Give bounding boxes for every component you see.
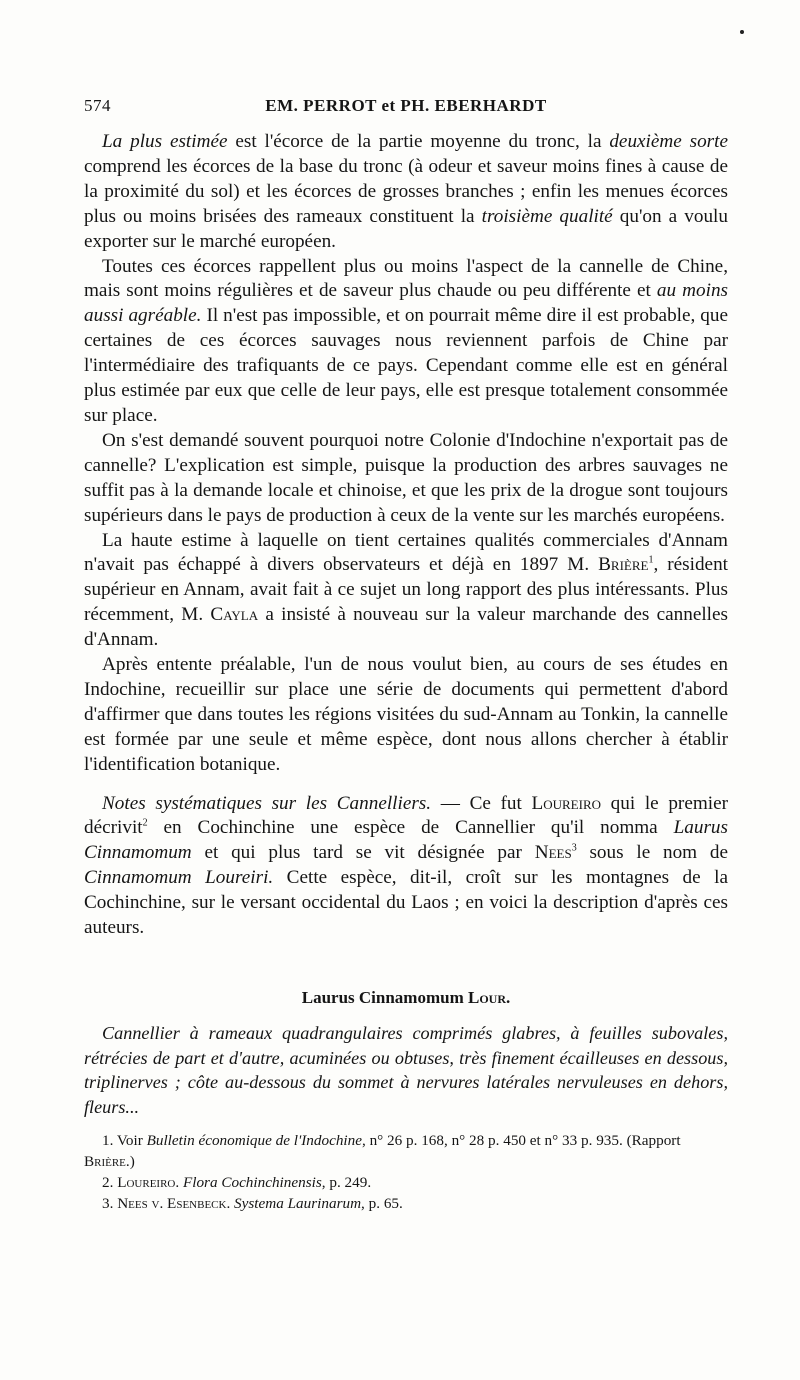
paragraph-4 xyxy=(84,529,728,654)
footnote-2 xyxy=(84,1172,728,1193)
paragraph-3: On s'est demandé souvent pourquoi notre Colonie d'Indochine n'exportait pas de cannelle? L'explication est simple, puisque la production des arbres sauvages ne suffit pas à la demande locale et chinoise, et que les prix de la drogue sont toujours supérieurs dans le pays de production à ceux de la vente sur les marchés européens. xyxy=(84,429,728,526)
fn1-text-1: 1. Voir xyxy=(102,1132,147,1149)
p1-emph-2: deuxième sorte xyxy=(609,131,728,152)
species-heading-name: Laurus Cinnamomum xyxy=(301,988,468,1007)
p6-text-4: et qui plus tard se vit désignée par xyxy=(191,842,535,864)
p2-emph-1: au moins aussi agréable. xyxy=(84,280,728,327)
fn2-sep: . xyxy=(175,1174,183,1191)
author-name-nees: Nees xyxy=(534,842,572,864)
paragraph-1 xyxy=(84,130,728,255)
footnote-3 xyxy=(84,1193,728,1214)
fn1-title: Bulletin économique de l'Indochine xyxy=(146,1132,362,1149)
running-header xyxy=(84,96,728,120)
p4-text-1: La haute estime à laquelle on tient certaines qualités commerciales d'Annam n'avait pas échappé à divers observateurs et déjà en 1897 M. xyxy=(84,529,728,576)
fn3-sep: . xyxy=(226,1195,235,1212)
footnotes xyxy=(84,1130,728,1214)
fn1-text-2: , n° 26 p. 168, n° 28 p. 450 et n° 33 p. 935. (Rapport xyxy=(361,1132,681,1149)
species-description xyxy=(84,1021,728,1119)
footnote-ref-1[interactable]: 1 xyxy=(648,555,654,567)
p1-emph-3: troisième qualité xyxy=(481,205,613,227)
p2-text-1: Toutes ces écorces rappellent plus ou moins l'aspect de la cannelle de Chine, mais sont moins régulières et de saveur plus chaude ou peu différente et xyxy=(84,255,728,302)
running-head-authors: EM. PERROT et PH. EBERHARDT xyxy=(265,96,547,115)
description-text: Cannellier à rameaux quadrangulaires comprimés glabres, à feuilles subovales, rétrécies de part et d'autre, acuminées ou obtuses, très finement écailleuses en dessous, triplinerves ; côte au-dessous du sommet à nervures latérales nervuleuses en dehors, fleurs... xyxy=(84,1023,728,1117)
p4-text-2: , résident supérieur en Annam, avait fait à ce sujet un long rapport des plus intéressants. Plus récemment, M. xyxy=(84,554,728,626)
p1-text-1: est l'écorce de la partie moyenne du tronc, la xyxy=(227,131,610,152)
footnote-1 xyxy=(84,1130,728,1172)
article-body xyxy=(84,130,728,941)
fn2-title: Flora Cochinchinensis xyxy=(182,1174,322,1191)
fn3-page: , p. 65. xyxy=(361,1195,403,1212)
paragraph-2 xyxy=(84,255,728,429)
page-number: 574 xyxy=(84,96,111,115)
species-heading-author: Lour. xyxy=(468,988,511,1007)
fn3-title: Systema Laurinarum xyxy=(234,1195,362,1212)
fn2-author: Loureiro xyxy=(117,1174,176,1191)
fn1-author: Brière xyxy=(84,1153,126,1170)
section-title-notes: Notes systématiques sur les Cannelliers. xyxy=(102,792,432,814)
p1-text-2: comprend les écorces de la base du tronc (à odeur et saveur moins fines à cause de la proximité du sol) et les écorces de grosses branches ; enfin les menues écorces plus ou moins brisées des rameaux constituent la xyxy=(84,155,728,227)
p1-text-3: qu'on a voulu exporter sur le marché européen. xyxy=(84,205,728,252)
species-laurus: Laurus Cinnamomum xyxy=(84,817,728,864)
p6-text-6: Cette espèce, dit-il, croît sur les montagnes de la Cochinchine, sur le versant occidental du Laos ; en voici la description d'après ces auteurs. xyxy=(84,867,728,939)
p1-emph-1: La plus estimée xyxy=(102,131,228,152)
p6-text-3: en Cochinchine une espèce de Cannellier qu'il nomma xyxy=(147,817,674,839)
p6-text-5: sous le nom de xyxy=(576,842,728,864)
author-name-loureiro: Loureiro xyxy=(531,792,602,814)
footnote-ref-2[interactable]: 2 xyxy=(142,818,148,830)
species-cinnamomum-loureiri: Cinnamomum Loureiri. xyxy=(84,867,274,889)
fn2-page: , p. 249. xyxy=(321,1174,372,1191)
fn3-author: Nees v. Esenbeck xyxy=(117,1195,227,1212)
paragraph-6 xyxy=(84,792,728,941)
page-speck xyxy=(740,30,744,34)
p6-text-1: — Ce fut xyxy=(431,792,532,814)
footnote-ref-3[interactable]: 3 xyxy=(571,842,577,854)
author-name-cayla: Cayla xyxy=(210,604,259,626)
fn2-num: 2. xyxy=(102,1174,118,1191)
fn1-text-3: .) xyxy=(125,1153,135,1170)
fn3-num: 3. xyxy=(102,1195,118,1212)
p2-text-2: Il n'est pas impossible, et on pourrait même dire il est probable, que certaines de ces écorces sauvages nous reviennent parfois de Chine par l'intermédiaire des trafiquants de ce pays. Cependant comme elle est en général plus estimée par eux que celle de leur pays, elle est presque totalement consommée sur place. xyxy=(84,305,728,426)
paragraph-5: Après entente préalable, l'un de nous voulut bien, au cours de ses études en Indochine, recueillir sur place une série de documents qui permettent d'abord d'affirmer que dans toutes les régions visitées du sud-Annam au Tonkin, la cannelle est formée par une seule et même espèce, dont nous allons chercher à établir l'identification botanique. xyxy=(84,654,728,775)
author-name-briere: Brière xyxy=(598,554,649,576)
p6-text-2: qui le premier décrivit xyxy=(84,792,728,839)
p4-text-3: a insisté à nouveau sur la valeur marchande des cannelles d'Annam. xyxy=(84,604,728,651)
species-heading xyxy=(84,988,728,1008)
